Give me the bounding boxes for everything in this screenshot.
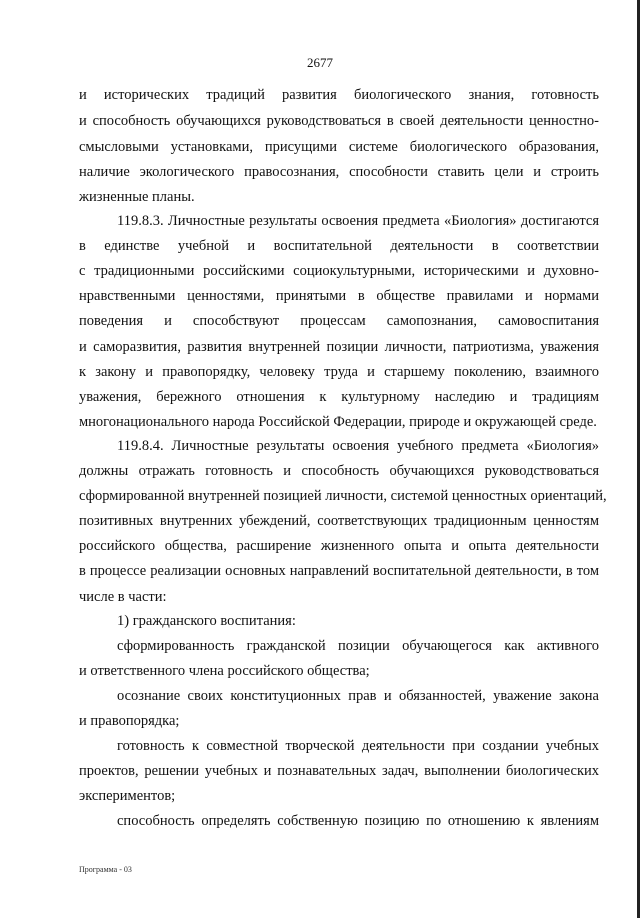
text-line: должны отражать готовность и способность обучающихся руководствоваться — [79, 463, 599, 479]
text-line: и саморазвития, развития внутренней позиции личности, патриотизма, уважения — [79, 339, 599, 355]
text-line: и способность обучающихся руководствоваться в своей деятельности ценностно- — [79, 113, 599, 129]
list-item-first-line: сформированность гражданской позиции обучающегося как активного — [117, 638, 599, 654]
text-line: в единстве учебной и воспитательной деятельности в соответствии — [79, 238, 599, 254]
text-line: сформированной внутренней позицией личности, системой ценностных ориентаций, — [79, 488, 607, 504]
footer-label: Программа - 03 — [79, 865, 132, 874]
list-item-first-line: осознание своих конституционных прав и обязанностей, уважение закона — [117, 688, 599, 704]
text-line: смысловыми установками, присущими системе биологического образования, — [79, 139, 599, 155]
text-line: с традиционными российскими социокультурными, историческими и духовно- — [79, 263, 599, 279]
paragraph-119-8-4-first-line: 119.8.4. Личностные результаты освоения учебного предмета «Биология» — [117, 438, 599, 454]
text-line: экспериментов; — [79, 788, 176, 804]
text-line: жизненные планы. — [79, 189, 195, 205]
text-line: многонационального народа Российской Федерации, природе и окружающей среде. — [79, 414, 597, 430]
text-line: поведения и способствуют процессам самопознания, самовоспитания — [79, 313, 599, 329]
paragraph-119-8-3-first-line: 119.8.3. Личностные результаты освоения предмета «Биология» достигаются — [117, 213, 599, 229]
text-line: позитивных внутренних убеждений, соответствующих традиционным ценностям — [79, 513, 599, 529]
text-line: в процессе реализации основных направлений воспитательной деятельности, в том — [79, 563, 599, 579]
text-line: к закону и правопорядку, человеку труда и старшему поколению, взаимного — [79, 364, 599, 380]
text-line: числе в части: — [79, 589, 167, 605]
text-line: российского общества, расширение жизненного опыта и опыта деятельности — [79, 538, 599, 554]
text-line: проектов, решении учебных и познавательных задач, выполнении биологических — [79, 763, 599, 779]
text-line: и исторических традиций развития биологического знания, готовность — [79, 87, 599, 103]
text-line: и ответственного члена российского общества; — [79, 663, 370, 679]
list-item-first-line: готовность к совместной творческой деятельности при создании учебных — [117, 738, 599, 754]
text-line: уважения, бережного отношения к культурному наследию и традициям — [79, 389, 599, 405]
text-line: и правопорядка; — [79, 713, 180, 729]
page-number: 2677 — [307, 55, 333, 70]
list-item-first-line: способность определять собственную позицию по отношению к явлениям — [117, 813, 599, 829]
text-line: нравственными ценностями, принятыми в обществе правилами и нормами — [79, 288, 599, 304]
list-heading: 1) гражданского воспитания: — [117, 613, 296, 629]
text-line: наличие экологического правосознания, способности ставить цели и строить — [79, 164, 599, 180]
